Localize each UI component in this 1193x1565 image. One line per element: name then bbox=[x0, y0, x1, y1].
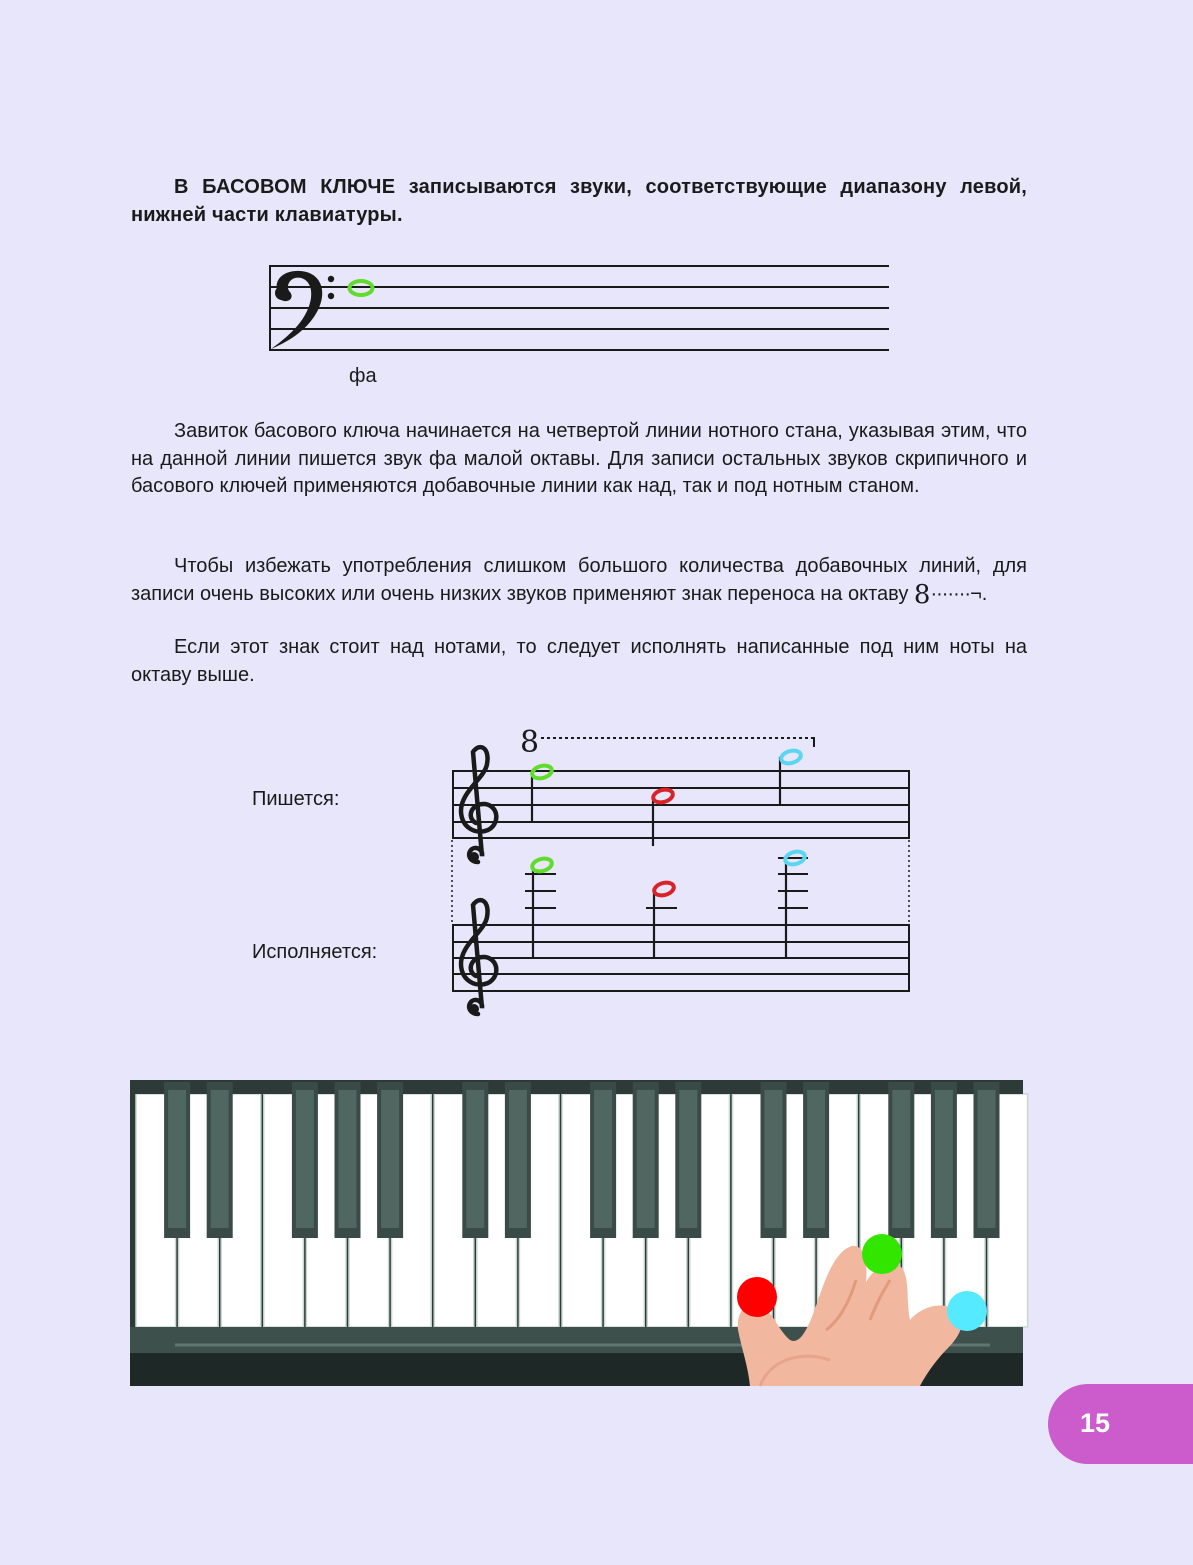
paragraph-octave-sign: Чтобы избежать употребления слишком большого количества добавочных линий, для записи очень высоких или очень низких звуков применяют знак переноса на октаву 8·······¬. bbox=[131, 555, 1027, 610]
black-key-highlight bbox=[765, 1090, 783, 1228]
octave-sign-dots: ······· bbox=[930, 582, 971, 605]
written-label: Пишется: bbox=[252, 788, 340, 810]
black-key-highlight bbox=[807, 1090, 825, 1228]
paragraph-octave-rule: Если этот знак стоит над нотами, то следует исполнять написанные под ним ноты на октаву выше. bbox=[131, 636, 1027, 686]
finger-dot-red bbox=[737, 1277, 777, 1317]
page-number-tab bbox=[1048, 1384, 1193, 1464]
black-key-highlight bbox=[296, 1090, 314, 1228]
black-key-highlight bbox=[509, 1090, 527, 1228]
finger-dot-green bbox=[862, 1234, 902, 1274]
paragraph-bass-clef: Завиток басового ключа начинается на четвертой линии нотного стана, указывая этим, что на данной линии пишется звук фа малой октавы. Для записи остальных звуков скрипичного и басового ключей применяются добавочные линии как над, так и под нотным станом. bbox=[131, 420, 1027, 497]
page-number: 15 bbox=[1079, 1408, 1111, 1438]
black-key-highlight bbox=[168, 1090, 186, 1228]
octave-sign-8: 8 bbox=[520, 725, 540, 760]
played-label: Исполняется: bbox=[252, 941, 378, 963]
octave-sign-end: ¬ bbox=[970, 582, 982, 605]
black-key-highlight bbox=[892, 1090, 910, 1228]
black-key-highlight bbox=[679, 1090, 697, 1228]
note-fa-label: фа bbox=[349, 365, 377, 387]
intro-bold-lead: В БАСОВОМ КЛЮЧЕ bbox=[174, 176, 396, 198]
black-key-highlight bbox=[978, 1090, 996, 1228]
black-key-highlight bbox=[594, 1090, 612, 1228]
black-key-highlight bbox=[381, 1090, 399, 1228]
black-key-highlight bbox=[637, 1090, 655, 1228]
black-key-highlight bbox=[935, 1090, 953, 1228]
octave-sign-symbol: 8 bbox=[913, 579, 931, 610]
black-key-highlight bbox=[466, 1090, 484, 1228]
intro-rest: записываются звуки, соответствующие диапазону левой, нижней части клавиатуры. bbox=[131, 176, 1027, 226]
black-key-highlight bbox=[211, 1090, 229, 1228]
black-key-highlight bbox=[339, 1090, 357, 1228]
finger-dot-cyan bbox=[947, 1291, 987, 1331]
